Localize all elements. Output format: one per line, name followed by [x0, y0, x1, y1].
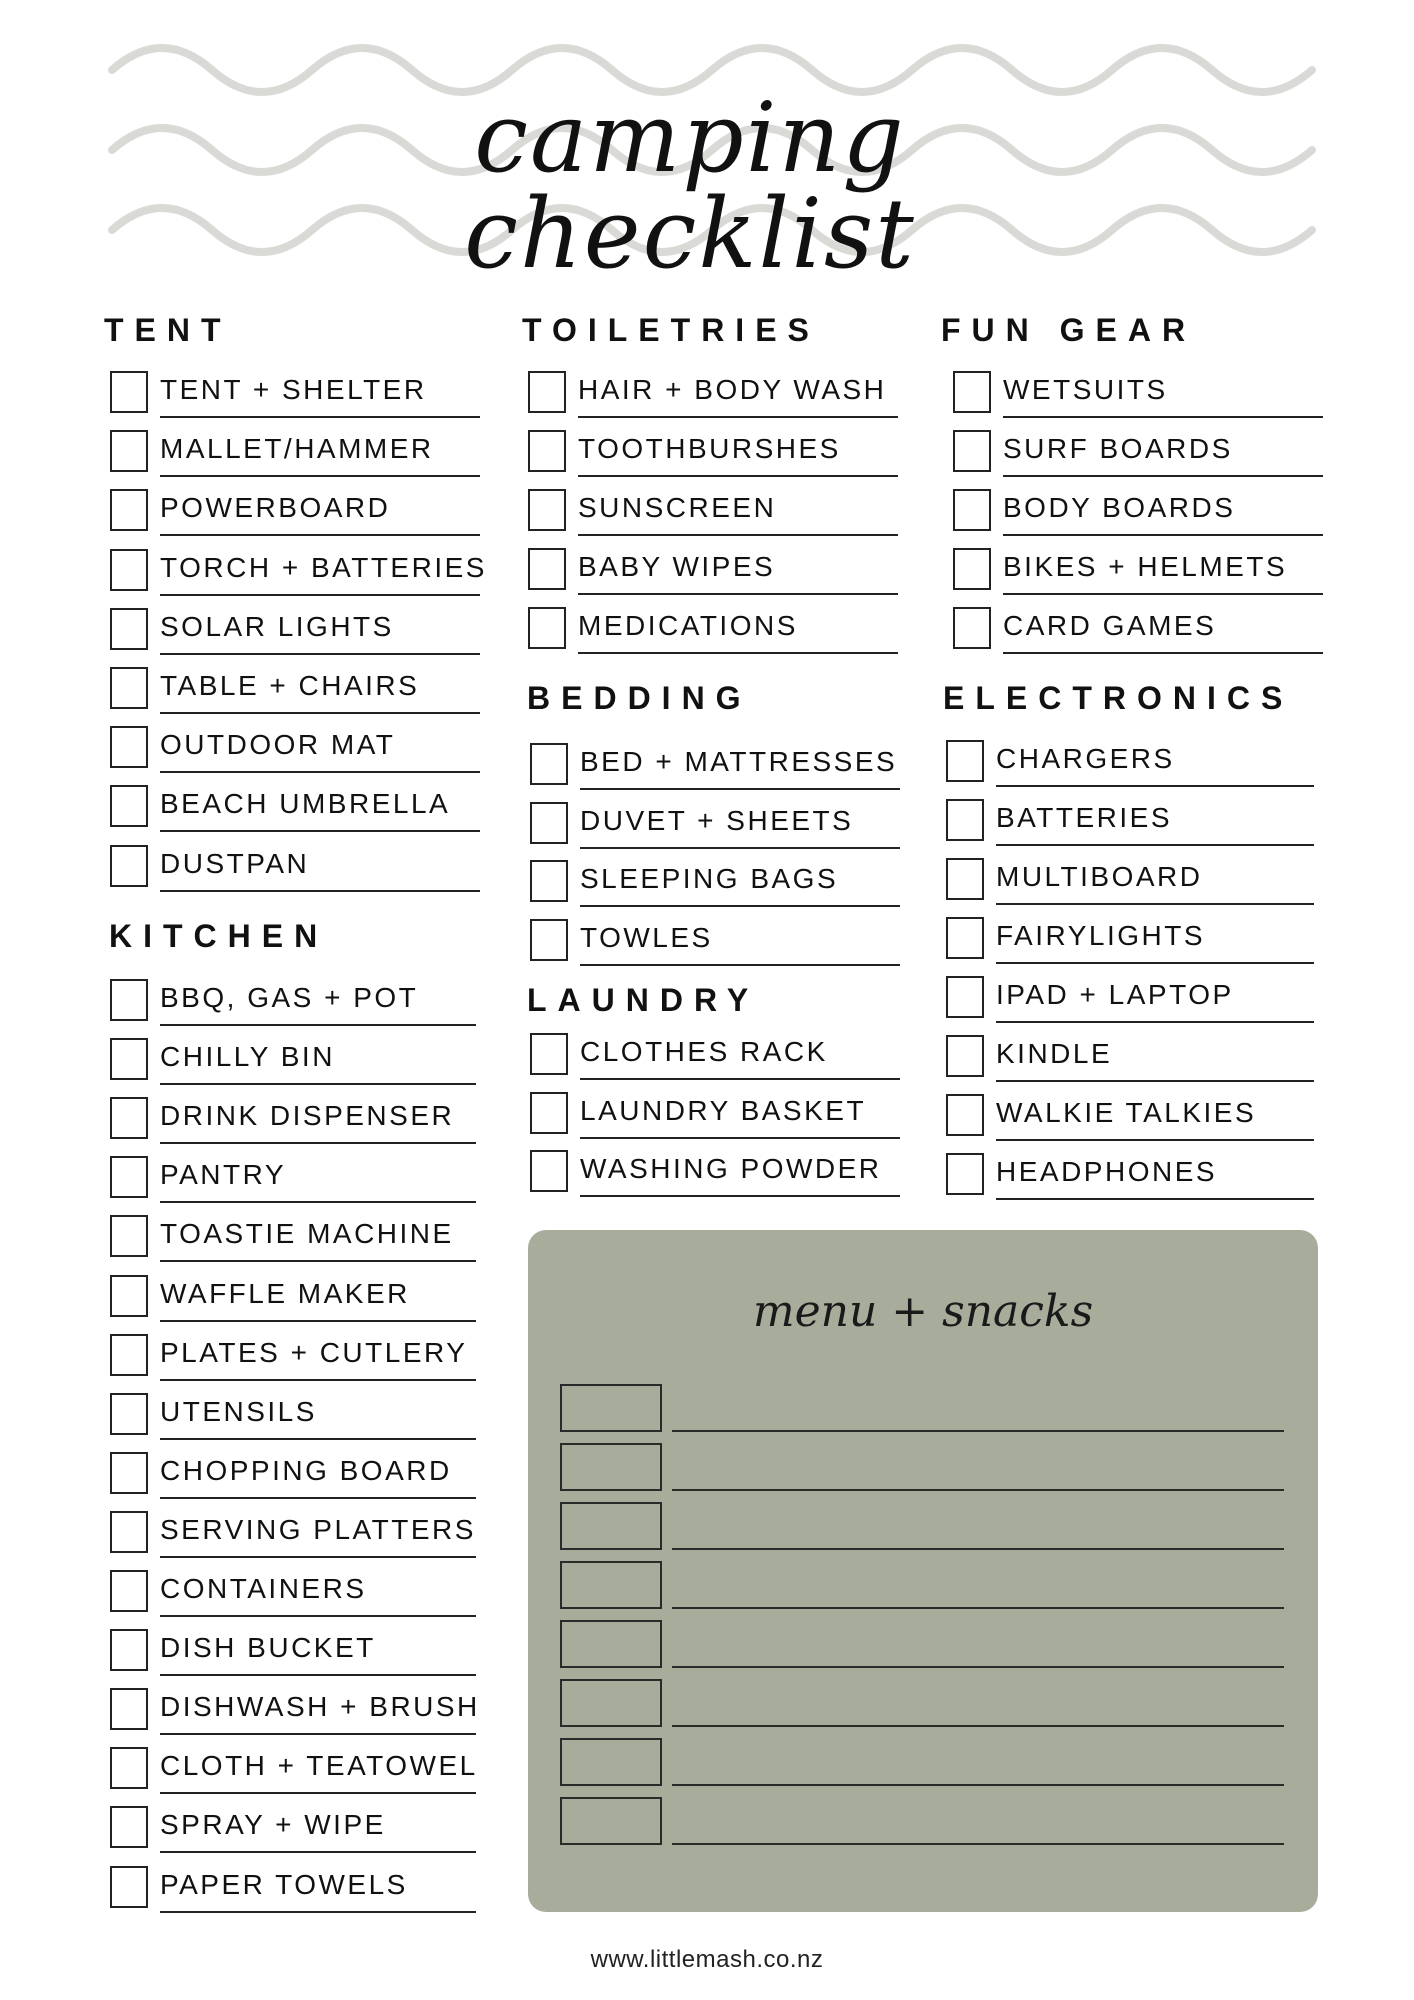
checklist-item — [946, 973, 1324, 1023]
item-label: TENT + SHELTER — [160, 374, 427, 405]
menu-checkbox[interactable] — [560, 1620, 662, 1668]
item-label: MEDICATIONS — [578, 610, 798, 641]
item-label: MALLET/HAMMER — [160, 433, 434, 465]
underline — [160, 1792, 476, 1794]
checklist-item — [530, 740, 910, 790]
item-label: CLOTHES RACK — [580, 1036, 828, 1067]
item-label: BIKES + HELMETS — [1003, 551, 1288, 582]
checkbox[interactable] — [530, 1150, 568, 1192]
item-label: CHARGERS — [996, 743, 1175, 774]
checkbox[interactable] — [110, 1156, 148, 1198]
checkbox[interactable] — [530, 919, 568, 961]
checkbox[interactable] — [110, 430, 148, 472]
checklist-item — [110, 1508, 486, 1558]
checklist-item — [110, 1449, 486, 1499]
checklist-item — [946, 1150, 1324, 1200]
checklist-item — [946, 737, 1324, 787]
menu-row — [560, 1443, 1290, 1493]
item-label: DUSTPAN — [160, 847, 310, 879]
footer-website: www.littlemash.co.nz — [590, 1946, 824, 1973]
checkbox[interactable] — [110, 549, 148, 591]
checkbox[interactable] — [953, 430, 991, 472]
checklist-item — [528, 604, 908, 654]
item-label: CHILLY BIN — [160, 1041, 335, 1073]
checklist-item — [946, 1091, 1324, 1141]
checkbox[interactable] — [110, 1629, 148, 1671]
checkbox[interactable] — [530, 1092, 568, 1134]
item-label: BED + MATTRESSES — [580, 746, 898, 777]
underline — [160, 534, 480, 536]
checklist-item — [946, 855, 1324, 905]
item-label: BATTERIES — [996, 802, 1173, 833]
section-heading-bedding: BEDDING — [527, 680, 752, 716]
underline — [996, 1198, 1314, 1200]
checkbox[interactable] — [110, 726, 148, 768]
checklist-item — [110, 1094, 486, 1144]
item-label: TABLE + CHAIRS — [160, 670, 420, 701]
checkbox[interactable] — [110, 979, 148, 1021]
underline — [996, 903, 1314, 905]
underline — [160, 1201, 476, 1203]
item-label: TOOTHBURSHES — [578, 433, 841, 464]
checklist-item — [530, 916, 910, 966]
checkbox[interactable] — [110, 1511, 148, 1553]
checklist-item — [946, 914, 1324, 964]
checkbox[interactable] — [110, 1275, 148, 1317]
checkbox[interactable] — [110, 1866, 148, 1908]
checkbox[interactable] — [530, 802, 568, 844]
underline — [160, 1733, 476, 1735]
checklist-item — [530, 799, 910, 849]
checkbox[interactable] — [110, 371, 148, 413]
checkbox[interactable] — [528, 371, 566, 413]
underline — [160, 475, 480, 477]
checklist-item — [528, 427, 908, 477]
item-label: WETSUITS — [1003, 374, 1168, 405]
underline — [1003, 475, 1323, 477]
menu-row — [560, 1797, 1290, 1847]
checklist-item — [110, 486, 490, 536]
checklist-item — [946, 1032, 1324, 1082]
section-heading-laundry: LAUNDRY — [527, 982, 760, 1018]
underline — [160, 1556, 476, 1558]
underline — [160, 1142, 476, 1144]
checkbox[interactable] — [110, 1097, 148, 1139]
menu-write-line[interactable] — [672, 1784, 1284, 1786]
section-heading-fun-gear: FUN GEAR — [941, 312, 1197, 348]
underline — [996, 1080, 1314, 1082]
item-label: CHOPPING BOARD — [160, 1454, 452, 1486]
item-label: DISH BUCKET — [160, 1632, 376, 1664]
menu-write-line[interactable] — [672, 1489, 1284, 1491]
underline — [160, 1497, 476, 1499]
checkbox[interactable] — [953, 489, 991, 531]
item-label: BBQ, GAS + POT — [160, 982, 419, 1013]
menu-row — [560, 1679, 1290, 1729]
checklist-item — [528, 368, 908, 418]
checkbox[interactable] — [110, 1747, 148, 1789]
underline — [160, 594, 480, 596]
checklist-item — [110, 1863, 486, 1913]
checklist-item — [530, 857, 910, 907]
checklist-item — [110, 976, 486, 1026]
menu-checkbox[interactable] — [560, 1797, 662, 1845]
menu-row — [560, 1502, 1290, 1552]
checkbox[interactable] — [110, 1038, 148, 1080]
menu-write-line[interactable] — [672, 1666, 1284, 1668]
checklist-item — [530, 1147, 910, 1197]
checklist-item — [953, 368, 1333, 418]
item-label: FAIRYLIGHTS — [996, 920, 1206, 951]
section-heading-tent: TENT — [104, 312, 232, 348]
checkbox[interactable] — [110, 1393, 148, 1435]
checkbox[interactable] — [530, 860, 568, 902]
checkbox[interactable] — [528, 430, 566, 472]
checkbox[interactable] — [946, 1153, 984, 1195]
underline — [580, 964, 900, 966]
item-label: PANTRY — [160, 1159, 286, 1191]
underline — [160, 1320, 476, 1322]
menu-write-line[interactable] — [672, 1843, 1284, 1845]
menu-checkbox[interactable] — [560, 1561, 662, 1609]
underline — [160, 1674, 476, 1676]
checklist-item — [110, 605, 490, 655]
underline — [160, 890, 480, 892]
checkbox[interactable] — [110, 785, 148, 827]
item-label: PAPER TOWELS — [160, 1868, 408, 1900]
underline — [996, 962, 1314, 964]
checklist-item — [953, 604, 1333, 654]
checkbox[interactable] — [528, 548, 566, 590]
menu-row — [560, 1384, 1290, 1434]
underline — [160, 1083, 476, 1085]
checkbox[interactable] — [110, 1806, 148, 1848]
underline — [996, 1139, 1314, 1141]
underline — [580, 788, 900, 790]
checkbox[interactable] — [946, 917, 984, 959]
underline — [578, 416, 898, 418]
menu-write-line[interactable] — [672, 1607, 1284, 1609]
item-label: DRINK DISPENSER — [160, 1100, 455, 1132]
underline — [996, 785, 1314, 787]
checkbox[interactable] — [110, 1688, 148, 1730]
menu-checkbox[interactable] — [560, 1738, 662, 1786]
underline — [580, 905, 900, 907]
item-label: SERVING PLATTERS — [160, 1513, 476, 1545]
checkbox[interactable] — [110, 608, 148, 650]
checkbox[interactable] — [110, 489, 148, 531]
checkbox[interactable] — [110, 845, 148, 887]
item-label: HAIR + BODY WASH — [578, 374, 887, 405]
checklist-item — [953, 427, 1333, 477]
checklist-item — [110, 368, 490, 418]
item-label: IPAD + LAPTOP — [996, 979, 1234, 1010]
menu-row — [560, 1620, 1290, 1670]
item-label: POWERBOARD — [160, 492, 391, 524]
item-label: LAUNDRY BASKET — [580, 1094, 867, 1126]
checklist-item — [110, 1803, 486, 1853]
checkbox[interactable] — [528, 607, 566, 649]
item-label: SUNSCREEN — [578, 492, 777, 523]
underline — [160, 771, 480, 773]
item-label: WASHING POWDER — [580, 1153, 882, 1184]
underline — [580, 1078, 900, 1080]
checklist-item — [953, 486, 1333, 536]
underline — [160, 1438, 476, 1440]
item-label: SPRAY + WIPE — [160, 1809, 386, 1841]
checkbox[interactable] — [953, 548, 991, 590]
item-label: SLEEPING BAGS — [580, 863, 839, 895]
checklist-item — [110, 1331, 486, 1381]
underline — [1003, 416, 1323, 418]
menu-row — [560, 1561, 1290, 1611]
checkbox[interactable] — [946, 740, 984, 782]
underline — [160, 712, 480, 714]
checklist-item — [530, 1089, 910, 1139]
checklist-item — [528, 486, 908, 536]
menu-checkbox[interactable] — [560, 1502, 662, 1550]
checkbox[interactable] — [946, 1035, 984, 1077]
item-label: OUTDOOR MAT — [160, 729, 396, 761]
underline — [580, 1137, 900, 1139]
menu-write-line[interactable] — [672, 1430, 1284, 1432]
checkbox[interactable] — [530, 743, 568, 785]
checklist-item — [110, 842, 490, 892]
item-label: TOASTIE MACHINE — [160, 1218, 454, 1250]
checklist-item — [110, 782, 490, 832]
checkbox[interactable] — [528, 489, 566, 531]
checkbox[interactable] — [110, 1570, 148, 1612]
checkbox[interactable] — [110, 1452, 148, 1494]
item-label: WAFFLE MAKER — [160, 1277, 410, 1309]
checklist-item — [110, 1744, 486, 1794]
checkbox[interactable] — [946, 799, 984, 841]
item-label: CONTAINERS — [160, 1573, 367, 1604]
checklist-item — [946, 796, 1324, 846]
underline — [160, 653, 480, 655]
item-label: CARD GAMES — [1003, 610, 1217, 641]
checkbox[interactable] — [110, 1215, 148, 1257]
underline — [578, 593, 898, 595]
underline — [996, 844, 1314, 846]
page-title: camping checklist — [464, 82, 916, 290]
menu-write-line[interactable] — [672, 1725, 1284, 1727]
checklist-item — [528, 545, 908, 595]
underline — [580, 847, 900, 849]
underline — [160, 1260, 476, 1262]
checklist-item — [953, 545, 1333, 595]
checkbox[interactable] — [953, 371, 991, 413]
checklist-item — [530, 1030, 910, 1080]
item-label: KINDLE — [996, 1038, 1113, 1069]
underline — [1003, 534, 1323, 536]
checklist-item — [110, 427, 490, 477]
underline — [580, 1195, 900, 1197]
checklist-item — [110, 664, 490, 714]
item-label: BODY BOARDS — [1003, 492, 1236, 523]
checklist-item — [110, 1035, 486, 1085]
underline — [578, 475, 898, 477]
underline — [160, 1911, 476, 1913]
checklist-item — [110, 1153, 486, 1203]
menu-checkbox[interactable] — [560, 1384, 662, 1432]
checkbox[interactable] — [946, 858, 984, 900]
underline — [1003, 593, 1323, 595]
item-label: CLOTH + TEATOWEL — [160, 1750, 478, 1782]
checkbox[interactable] — [530, 1033, 568, 1075]
checklist-item — [110, 1685, 486, 1735]
item-label: HEADPHONES — [996, 1156, 1218, 1187]
underline — [996, 1021, 1314, 1023]
checkbox[interactable] — [953, 607, 991, 649]
underline — [578, 534, 898, 536]
item-label: PLATES + CUTLERY — [160, 1336, 468, 1368]
checkbox[interactable] — [946, 1094, 984, 1136]
section-heading-toiletries: TOILETRIES — [522, 312, 820, 348]
checkbox[interactable] — [110, 667, 148, 709]
underline — [160, 416, 480, 418]
underline — [160, 1851, 476, 1853]
underline — [160, 1379, 476, 1381]
underline — [160, 1615, 476, 1617]
menu-write-line[interactable] — [672, 1548, 1284, 1550]
checklist-item — [110, 1567, 486, 1617]
item-label: SURF BOARDS — [1003, 433, 1233, 464]
item-label: TOWLES — [580, 921, 713, 953]
item-label: DISHWASH + BRUSH — [160, 1691, 480, 1723]
checkbox[interactable] — [946, 976, 984, 1018]
checkbox[interactable] — [110, 1334, 148, 1376]
item-label: BEACH UMBRELLA — [160, 788, 451, 820]
menu-snacks-panel — [528, 1230, 1318, 1912]
checklist-item — [110, 1212, 486, 1262]
section-heading-kitchen: KITCHEN — [109, 918, 329, 954]
checklist-item — [110, 1626, 486, 1676]
menu-checkbox[interactable] — [560, 1443, 662, 1491]
checklist-item — [110, 546, 490, 596]
item-label: UTENSILS — [160, 1395, 317, 1427]
underline — [578, 652, 898, 654]
item-label: DUVET + SHEETS — [580, 804, 854, 836]
underline — [160, 830, 480, 832]
underline — [1003, 652, 1323, 654]
item-label: BABY WIPES — [578, 551, 776, 582]
menu-row — [560, 1738, 1290, 1788]
item-label: SOLAR LIGHTS — [160, 610, 394, 642]
checklist-item — [110, 1272, 486, 1322]
item-label: WALKIE TALKIES — [996, 1097, 1257, 1128]
section-heading-electronics: ELECTRONICS — [943, 680, 1294, 716]
checklist-item — [110, 723, 490, 773]
item-label: TORCH + BATTERIES — [160, 551, 487, 583]
item-label: MULTIBOARD — [996, 861, 1203, 892]
menu-title: menu + snacks — [752, 1286, 1094, 1337]
menu-checkbox[interactable] — [560, 1679, 662, 1727]
underline — [160, 1024, 476, 1026]
checklist-item — [110, 1390, 486, 1440]
